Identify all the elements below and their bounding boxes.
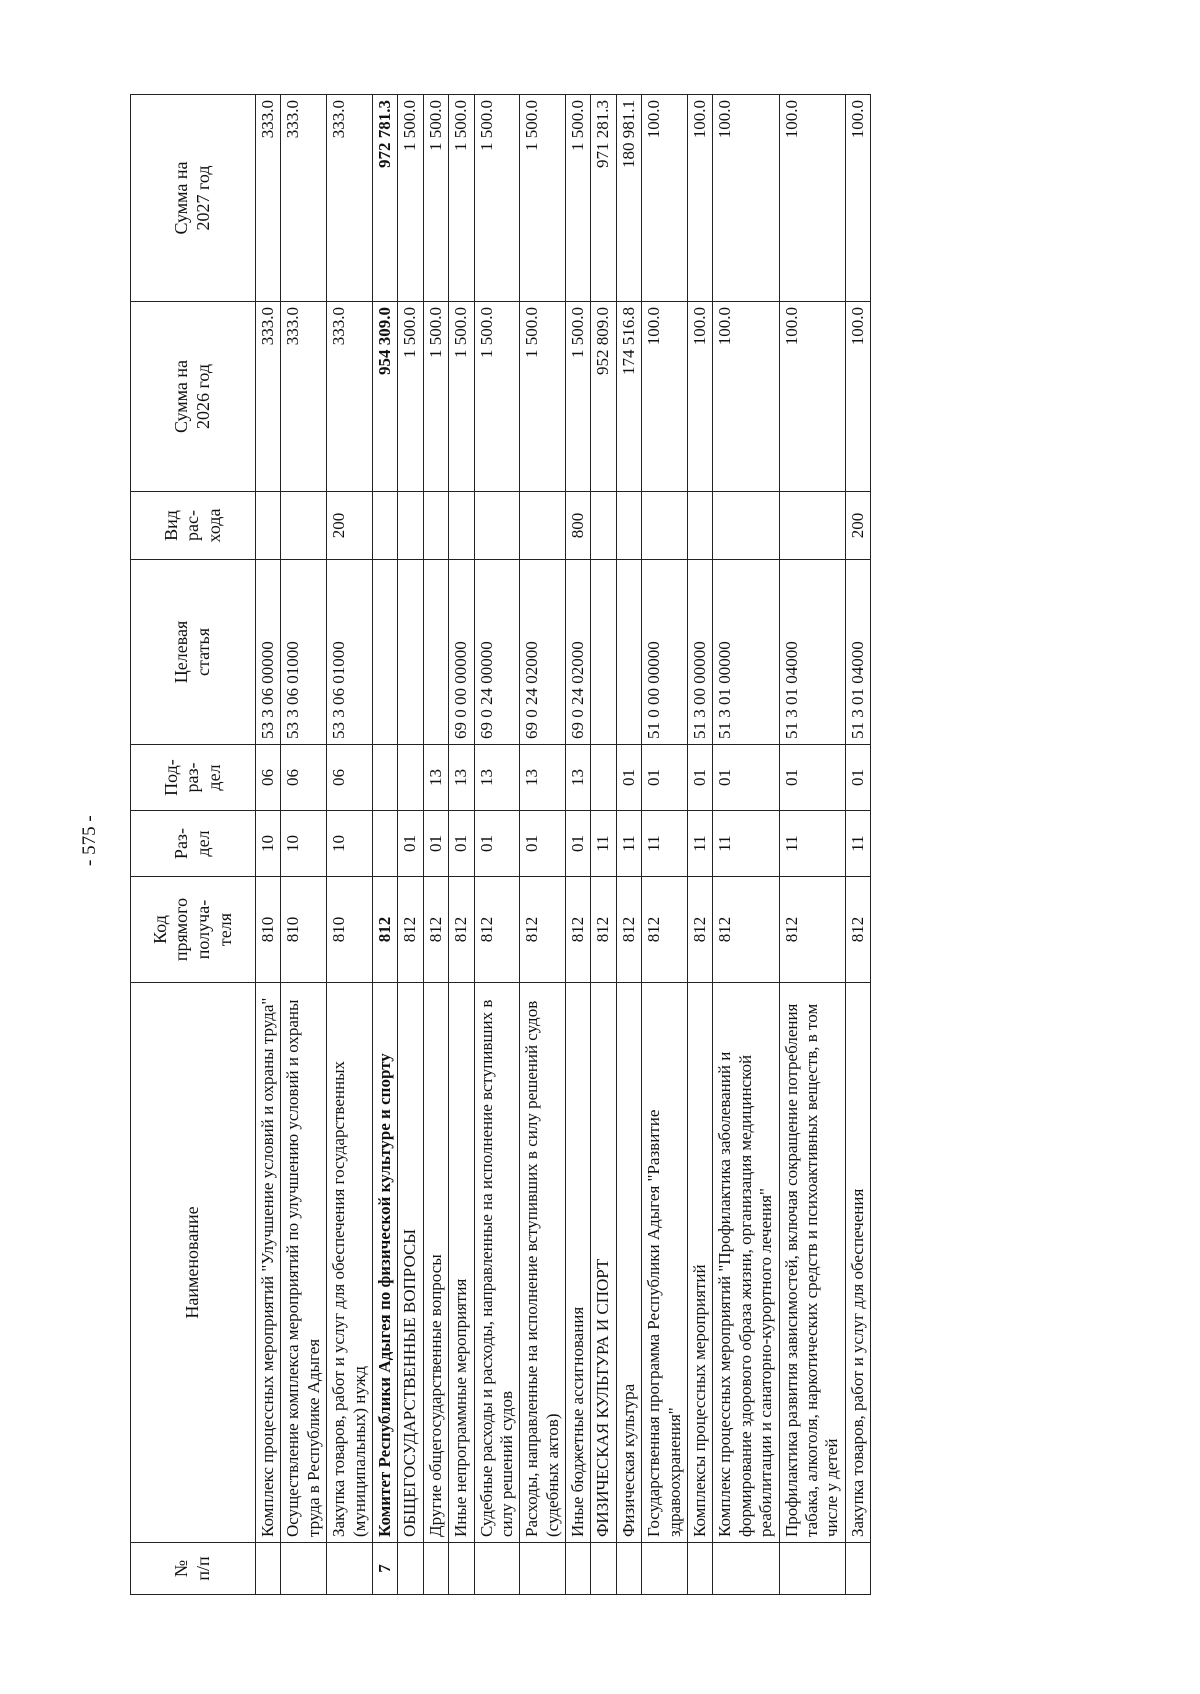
recipient-code-cell: 812	[779, 877, 845, 983]
item-name-cell: Осуществление комплекса мероприятий по улучшению условий и охраны труда в Республике Адыгея	[281, 983, 327, 1543]
section-code-cell: 11	[591, 811, 616, 877]
section-code-cell: 11	[845, 811, 870, 877]
section-code-cell: 01	[474, 811, 520, 877]
sum-2027-cell: 1 500.0	[423, 95, 448, 302]
recipient-code-cell: 812	[474, 877, 520, 983]
target-article-cell: 51 3 00 00000	[688, 560, 713, 745]
expense-type-cell	[398, 492, 423, 560]
sum-2026-cell: 952 809.0	[591, 302, 616, 492]
section-code-cell: 01	[423, 811, 448, 877]
sum-2026-cell: 100.0	[713, 302, 779, 492]
table-row	[591, 95, 616, 1595]
section-code-cell	[372, 811, 397, 877]
table-row	[449, 95, 474, 1595]
item-name-cell: ОБЩЕГОСУДАРСТВЕННЫЕ ВОПРОСЫ	[398, 983, 423, 1543]
table-row	[372, 95, 397, 1595]
expense-type-cell: 200	[845, 492, 870, 560]
row-number-cell	[591, 1543, 616, 1595]
target-article-cell	[372, 560, 397, 745]
sum-2027-cell: 100.0	[713, 95, 779, 302]
sum-2026-cell: 333.0	[327, 302, 373, 492]
page-number: - 575 -	[79, 815, 100, 866]
target-article-cell: 69 0 24 00000	[474, 560, 520, 745]
recipient-code-cell: 812	[372, 877, 397, 983]
table-row	[398, 95, 423, 1595]
sum-2026-cell: 333.0	[256, 302, 281, 492]
header-sum2026: Сумма на 2026 год	[131, 302, 256, 492]
sum-2027-cell: 1 500.0	[566, 95, 591, 302]
sum-2026-cell: 954 309.0	[372, 302, 397, 492]
expense-type-cell	[281, 492, 327, 560]
budget-table-rotated	[130, 95, 1085, 1595]
sum-2027-cell: 1 500.0	[474, 95, 520, 302]
header-section: Раз- дел	[131, 811, 256, 877]
sum-2026-cell: 1 500.0	[566, 302, 591, 492]
row-number-cell	[449, 1543, 474, 1595]
table-row	[688, 95, 713, 1595]
table-row	[520, 95, 566, 1595]
section-code-cell: 11	[688, 811, 713, 877]
subsection-code-cell: 06	[327, 745, 373, 811]
header-sum2027: Сумма на 2027 год	[131, 95, 256, 302]
expense-type-cell	[591, 492, 616, 560]
section-code-cell: 10	[327, 811, 373, 877]
header-recipient: Код прямого получа- теля	[131, 877, 256, 983]
row-number-cell	[642, 1543, 688, 1595]
item-name-cell: Профилактика развития зависимостей, включая сокращение потребления табака, алкоголя, наркотических средств и психоактивных веществ, в том числе у детей	[779, 983, 845, 1543]
target-article-cell: 53 3 06 00000	[256, 560, 281, 745]
target-article-cell: 51 0 00 00000	[642, 560, 688, 745]
sum-2027-cell: 100.0	[688, 95, 713, 302]
row-number-cell	[688, 1543, 713, 1595]
section-code-cell: 10	[256, 811, 281, 877]
row-number-cell	[281, 1543, 327, 1595]
table-row	[566, 95, 591, 1595]
recipient-code-cell: 812	[449, 877, 474, 983]
header-name: Наименование	[131, 983, 256, 1543]
section-code-cell: 11	[779, 811, 845, 877]
target-article-cell: 69 0 24 02000	[520, 560, 566, 745]
section-code-cell: 01	[398, 811, 423, 877]
target-article-cell	[423, 560, 448, 745]
section-code-cell: 01	[520, 811, 566, 877]
target-article-cell: 69 0 00 00000	[449, 560, 474, 745]
item-name-cell: Комитет Республики Адыгея по физической культуре и спорту	[372, 983, 397, 1543]
row-number-cell	[616, 1543, 641, 1595]
subsection-code-cell: 01	[845, 745, 870, 811]
expense-type-cell	[779, 492, 845, 560]
sum-2026-cell: 1 500.0	[474, 302, 520, 492]
table-row	[474, 95, 520, 1595]
sum-2026-cell: 1 500.0	[520, 302, 566, 492]
item-name-cell: Закупка товаров, работ и услуг для обеспечения	[845, 983, 870, 1543]
sum-2026-cell: 100.0	[688, 302, 713, 492]
item-name-cell: ФИЗИЧЕСКАЯ КУЛЬТУРА И СПОРТ	[591, 983, 616, 1543]
row-number-cell	[779, 1543, 845, 1595]
subsection-code-cell	[372, 745, 397, 811]
target-article-cell	[616, 560, 641, 745]
item-name-cell: Судебные расходы и расходы, направленные на исполнение вступивших в силу решений судов	[474, 983, 520, 1543]
row-number-cell: 7	[372, 1543, 397, 1595]
item-name-cell: Иные бюджетные ассигнования	[566, 983, 591, 1543]
sum-2027-cell: 1 500.0	[398, 95, 423, 302]
header-num: № п/п	[131, 1543, 256, 1595]
expense-type-cell: 800	[566, 492, 591, 560]
sum-2027-cell: 1 500.0	[520, 95, 566, 302]
subsection-code-cell: 01	[713, 745, 779, 811]
target-article-cell	[398, 560, 423, 745]
sum-2027-cell: 100.0	[642, 95, 688, 302]
target-article-cell: 51 3 01 00000	[713, 560, 779, 745]
row-number-cell	[845, 1543, 870, 1595]
recipient-code-cell: 812	[398, 877, 423, 983]
row-number-cell	[520, 1543, 566, 1595]
sum-2026-cell: 100.0	[642, 302, 688, 492]
subsection-code-cell	[398, 745, 423, 811]
recipient-code-cell: 812	[566, 877, 591, 983]
subsection-code-cell	[591, 745, 616, 811]
sum-2027-cell: 972 781.3	[372, 95, 397, 302]
expense-type-cell	[423, 492, 448, 560]
item-name-cell: Комплексы процессных мероприятий	[688, 983, 713, 1543]
recipient-code-cell: 810	[256, 877, 281, 983]
table-row	[845, 95, 870, 1595]
item-name-cell: Государственная программа Республики Адыгея "Развитие здравоохранения"	[642, 983, 688, 1543]
recipient-code-cell: 812	[520, 877, 566, 983]
header-expense: Вид рас- хода	[131, 492, 256, 560]
target-article-cell: 53 3 06 01000	[281, 560, 327, 745]
item-name-cell: Другие общегосударственные вопросы	[423, 983, 448, 1543]
table-row	[779, 95, 845, 1595]
sum-2027-cell: 100.0	[845, 95, 870, 302]
sum-2027-cell: 333.0	[327, 95, 373, 302]
section-code-cell: 01	[566, 811, 591, 877]
row-number-cell	[474, 1543, 520, 1595]
expense-type-cell	[449, 492, 474, 560]
table-header-row	[131, 95, 256, 1595]
subsection-code-cell: 01	[642, 745, 688, 811]
subsection-code-cell: 13	[566, 745, 591, 811]
table-row	[281, 95, 327, 1595]
sum-2026-cell: 1 500.0	[449, 302, 474, 492]
expense-type-cell	[520, 492, 566, 560]
expense-type-cell	[688, 492, 713, 560]
target-article-cell: 69 0 24 02000	[566, 560, 591, 745]
row-number-cell	[713, 1543, 779, 1595]
recipient-code-cell: 812	[642, 877, 688, 983]
recipient-code-cell: 810	[281, 877, 327, 983]
recipient-code-cell: 812	[688, 877, 713, 983]
target-article-cell: 51 3 01 04000	[845, 560, 870, 745]
recipient-code-cell: 812	[423, 877, 448, 983]
subsection-code-cell: 01	[779, 745, 845, 811]
subsection-code-cell: 13	[474, 745, 520, 811]
table-row	[642, 95, 688, 1595]
expense-type-cell	[616, 492, 641, 560]
sum-2027-cell: 971 281.3	[591, 95, 616, 302]
recipient-code-cell: 812	[616, 877, 641, 983]
expense-type-cell	[256, 492, 281, 560]
table-row	[256, 95, 281, 1595]
sum-2027-cell: 333.0	[281, 95, 327, 302]
sum-2026-cell: 100.0	[845, 302, 870, 492]
subsection-code-cell: 01	[616, 745, 641, 811]
recipient-code-cell: 812	[591, 877, 616, 983]
expense-type-cell	[372, 492, 397, 560]
target-article-cell: 51 3 01 04000	[779, 560, 845, 745]
table-row	[616, 95, 641, 1595]
recipient-code-cell: 812	[845, 877, 870, 983]
section-code-cell: 11	[713, 811, 779, 877]
sum-2027-cell: 180 981.1	[616, 95, 641, 302]
sum-2027-cell: 333.0	[256, 95, 281, 302]
table-body	[256, 95, 871, 1595]
sum-2027-cell: 100.0	[779, 95, 845, 302]
subsection-code-cell: 13	[449, 745, 474, 811]
item-name-cell: Физическая культура	[616, 983, 641, 1543]
row-number-cell	[566, 1543, 591, 1595]
target-article-cell	[591, 560, 616, 745]
table-row	[713, 95, 779, 1595]
sum-2026-cell: 333.0	[281, 302, 327, 492]
expense-type-cell	[642, 492, 688, 560]
item-name-cell: Комплекс процессных мероприятий "Улучшение условий и охраны труда"	[256, 983, 281, 1543]
sum-2026-cell: 100.0	[779, 302, 845, 492]
expense-type-cell	[474, 492, 520, 560]
sum-2026-cell: 174 516.8	[616, 302, 641, 492]
subsection-code-cell: 06	[256, 745, 281, 811]
subsection-code-cell: 13	[520, 745, 566, 811]
subsection-code-cell: 06	[281, 745, 327, 811]
item-name-cell: Комплекс процессных мероприятий "Профилактика заболеваний и формирование здорового образа жизни, организация медицинской реабилитации и санаторно-курортного лечения"	[713, 983, 779, 1543]
header-target: Целевая статья	[131, 560, 256, 745]
section-code-cell: 01	[449, 811, 474, 877]
row-number-cell	[327, 1543, 373, 1595]
section-code-cell: 10	[281, 811, 327, 877]
row-number-cell	[256, 1543, 281, 1595]
recipient-code-cell: 812	[713, 877, 779, 983]
item-name-cell: Закупка товаров, работ и услуг для обеспечения государственных (муниципальных) нужд	[327, 983, 373, 1543]
item-name-cell: Расходы, направленные на исполнение вступивших в силу решений судов (судебных актов)	[520, 983, 566, 1543]
table-row	[327, 95, 373, 1595]
sum-2027-cell: 1 500.0	[449, 95, 474, 302]
table-row	[423, 95, 448, 1595]
row-number-cell	[398, 1543, 423, 1595]
section-code-cell: 11	[642, 811, 688, 877]
header-subsection: Под- раз- дел	[131, 745, 256, 811]
subsection-code-cell: 13	[423, 745, 448, 811]
item-name-cell: Иные непрограммные мероприятия	[449, 983, 474, 1543]
row-number-cell	[423, 1543, 448, 1595]
target-article-cell: 53 3 06 01000	[327, 560, 373, 745]
budget-table	[130, 94, 871, 1595]
subsection-code-cell: 01	[688, 745, 713, 811]
section-code-cell: 11	[616, 811, 641, 877]
expense-type-cell	[713, 492, 779, 560]
expense-type-cell: 200	[327, 492, 373, 560]
sum-2026-cell: 1 500.0	[423, 302, 448, 492]
sum-2026-cell: 1 500.0	[398, 302, 423, 492]
recipient-code-cell: 810	[327, 877, 373, 983]
